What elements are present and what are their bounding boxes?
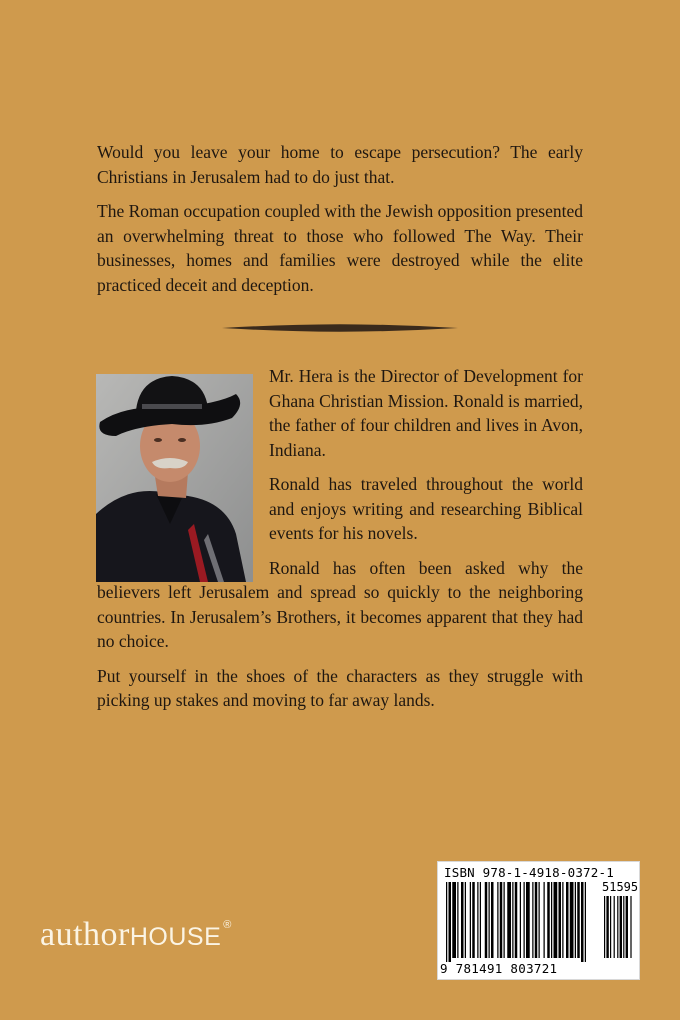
barcode-bar xyxy=(539,882,540,958)
barcode-addon-bar xyxy=(617,896,618,958)
barcode-bar xyxy=(512,882,513,958)
bio-paragraph-1: Mr. Hera is the Director of Development for Ghana Christian Mission. Ronald is married, the father of four children and lives in Avon, Indiana. xyxy=(269,366,583,460)
ornamental-divider xyxy=(222,322,458,334)
barcode-bar xyxy=(485,882,488,958)
barcode-bar xyxy=(585,882,586,962)
barcode-bar xyxy=(524,882,525,958)
barcode-bar xyxy=(470,882,471,958)
barcode-bar xyxy=(489,882,490,958)
barcode-addon-bar xyxy=(620,896,622,958)
isbn-label: ISBN 978-1-4918-0372-1 xyxy=(444,865,614,880)
price-code: 51595 xyxy=(602,880,639,894)
isbn-barcode xyxy=(437,861,640,980)
publisher-logo-text-author: author xyxy=(40,916,130,953)
ean-digits: 9 781491 803721 xyxy=(440,961,558,976)
barcode-addon-bar xyxy=(614,896,615,958)
publisher-logo xyxy=(40,916,232,954)
bio-paragraph-3: Ronald has often been asked why the believers left Jerusalem and spread so quickly to the neighboring countries. In Jerusalem’s Brothers, it becomes apparent that they had no choice. xyxy=(97,557,583,651)
author-bio xyxy=(97,364,583,723)
barcode-bar xyxy=(559,882,562,958)
barcode-bar xyxy=(570,882,574,958)
barcode-bar xyxy=(472,882,475,958)
barcode-bar xyxy=(544,882,545,958)
barcode-bar xyxy=(449,882,452,962)
photo-spacer xyxy=(97,364,269,580)
barcode-bar xyxy=(500,882,503,958)
bio-paragraph-2: Ronald has traveled throughout the world and enjoys writing and researching Biblical events for his novels. xyxy=(269,474,583,543)
barcode-addon-bar xyxy=(606,896,608,958)
intro-paragraph-2: The Roman occupation coupled with the Jewish opposition presented an overwhelming threat to those who followed The Way. Their businesses, homes and families were destroyed while the elite practiced deceit and deception. xyxy=(97,201,584,295)
barcode-bar xyxy=(577,882,580,958)
barcode-addon-bar xyxy=(623,896,624,958)
barcode-addon-bar xyxy=(626,896,628,958)
bio-paragraph-4: Put yourself in the shoes of the characters as they struggle with picking up stakes and moving to far away lands. xyxy=(97,665,583,710)
barcode-bar xyxy=(515,882,518,958)
barcode-bar xyxy=(547,882,550,958)
trademark-symbol: ® xyxy=(223,919,232,931)
barcode-addon-bar xyxy=(604,896,605,958)
barcode-bar xyxy=(457,882,458,958)
barcode-bar xyxy=(480,882,481,958)
barcode-addon-bar xyxy=(630,896,631,958)
intro-paragraph-1: Would you leave your home to escape persecution? The early Christians in Jerusalem had to do just that. xyxy=(97,142,583,187)
barcode-bar xyxy=(452,882,456,958)
barcode-bar xyxy=(575,882,576,958)
barcode-bars xyxy=(446,882,632,962)
barcode-bar xyxy=(520,882,521,958)
barcode-bar xyxy=(526,882,530,958)
barcode-bar xyxy=(554,882,558,958)
barcode-bar xyxy=(566,882,569,958)
barcode-bar xyxy=(504,882,505,958)
barcode-bar xyxy=(491,882,494,958)
publisher-logo-text-house: HOUSE xyxy=(129,923,222,951)
barcode-addon-bar xyxy=(610,896,611,958)
barcode-bar xyxy=(551,882,552,958)
barcode-bar xyxy=(477,882,478,958)
barcode-bar xyxy=(532,882,533,958)
barcode-bar xyxy=(581,882,584,962)
barcode-bar xyxy=(465,882,466,958)
barcode-bar xyxy=(507,882,511,958)
barcode-bar xyxy=(535,882,538,958)
barcode-bar xyxy=(461,882,464,958)
barcode-bar xyxy=(562,882,563,958)
barcode-bar xyxy=(446,882,447,962)
barcode-bar xyxy=(497,882,498,958)
